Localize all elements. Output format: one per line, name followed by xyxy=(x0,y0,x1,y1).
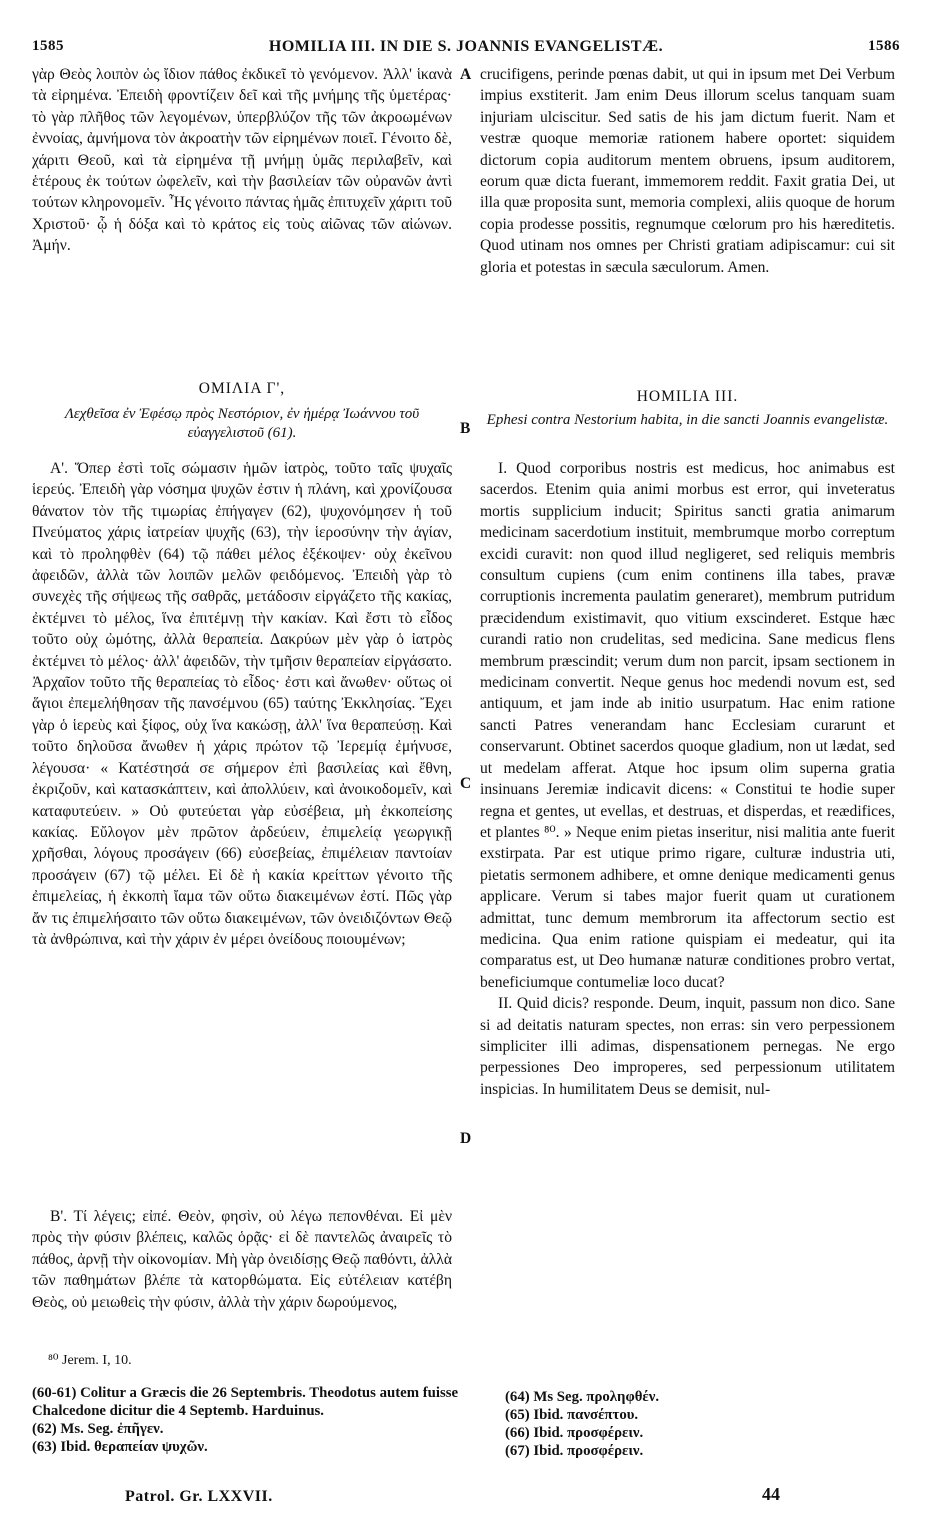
note-67: (67) Ibid. προσφέρειν. xyxy=(505,1443,644,1459)
running-title: HOMILIA III. IN DIE S. JOANNIS EVANGELISTÆ. xyxy=(268,38,664,55)
note-65: (65) Ibid. πανσέπτου. xyxy=(505,1407,639,1423)
greek-homily-title: ΟΜΙΛΙΑ Γ', xyxy=(198,380,286,397)
page-number-right: 1586 xyxy=(868,38,900,54)
note-63: (63) Ibid. θεραπείαν ψυχῶν. xyxy=(32,1439,208,1455)
greek-column-main xyxy=(32,458,452,950)
scripture-footnote: ⁸⁰ Jerem. I, 10. xyxy=(48,1353,132,1368)
latin-paragraph-3: II. Quid dicis? responde. Deum, inquit, passum non dico. Sane si ad deitatis naturam spectes, non erras: sin vero perpessionem simpliciter illi adimas, dispensationem pernegas. Ne ergo perpessiones Deo improperes, sed perpessionum utilitatem inspicias. In humilitatem Deus se demisit, nul- xyxy=(480,995,895,1098)
note-60-61: (60-61) Colitur a Græcis die 26 Septembris. Theodotus autem fuisse Chalcedone dicitur die 4 Septemb. Harduinus. xyxy=(32,1385,459,1419)
greek-paragraph-3: Β'. Τί λέγεις; εἰπέ. Θεὸν, φησὶν, οὐ λέγω πεπονθέναι. Εἰ μὲν πρὸς τὴν φύσιν βλέπεις, καλῶς ὁρᾷς· εἰ δὲ παντελῶς ἀναιρεῖς τὸ πάθος, ἀρνῇ τὴν οἰκονομίαν. Μὴ γὰρ ὀνειδίσῃς Θεῷ παθόντι, ἀλλὰ τῶν παθημάτων βλέπε τὰ κατορθώματα. Εἰς εὐτέλειαν κατέβη Θεὸς, οὐ μειωθεὶς τὴν φύσιν, ἀλλὰ τὴν χάριν δωρούμενος, xyxy=(32,1208,452,1311)
latin-homily-subtitle: Ephesi contra Nestorium habita, in die sancti Joannis evangelistæ. xyxy=(486,412,889,429)
greek-column-bottom xyxy=(32,1206,452,1313)
footer-gathering-number: 44 xyxy=(762,1484,780,1504)
greek-paragraph-2: Α'. Ὅπερ ἐστὶ τοῖς σώμασιν ἡμῶν ἰατρὸς, τοῦτο ταῖς ψυχαῖς ἱερεύς. Ἐπειδὴ γὰρ νόσημα ψυχῶν ἐστιν ἡ πλάνη, καὶ χρονίζουσα θάνατον τὸν τῆς τιμωρίας ἐπήγαγεν (62), ψυχονόμησεν ἡ τοῦ Πνεύματος χάρις ἰατρείαν ψυχῆς (63), τὴν ἱεροσύνην τὴν ἁγίαν, καὶ τὸ προληφθὲν (64) τῷ πάθει μέλος ἐξέκοψεν· οὐχ ἐκεῖνου ἀφειδῶν, ἀλλὰ τῶν λοιπῶν μελῶν φειδόμενος. Ἐπειδὴ γὰρ τὸ συνεχὲς τῆς σήψεως τῆς σαθρᾶς, μετάδοσιν εἰργάζετο τῆς κακίας, ἐκτέμνει τὸ μέλος, ἵνα ἐπιτέμνῃ τὴν κακίαν. Καὶ ἔστι τὸ εἶδος τοῦτο οὐχ ὠμότης, ἀλλὰ θεραπεία. Δακρύων μὲν γὰρ ὁ ἰατρὸς ἐκτέμνει τὸ μέλος· ἀλλ' ἀφειδῶν, τὴν τμῆσιν θεραπείαν εἰργάσατο. Ἀρχαῖον τοῦτο τῆς θεραπείας τὸ εἶδος· ἐστι καὶ ἄνωθεν· οὕτως οἱ ἅγιοι ἐπεμελήθησαν τῆς πανσέμνου (65) ταύτης Ἐκκλησίας. Ἔχει γὰρ ὁ ἱερεὺς καὶ ξίφος, οὐχ ἵνα κακώσῃ, ἀλλ' ἵνα θεραπεύσῃ. Καὶ τοῦτο δηλοῦσα ἄνωθεν ἡ χάρις πρώτον τῷ Ἰερεμίᾳ ἐμήνυσε, λέγουσα· « Κατέστησά σε σήμερον ἐπὶ βασιλείας καὶ ἔθνη, ἐκριζοῦν, καὶ κατασκάπτειν, καὶ ἀπολλύειν, καὶ ἀνοικοδομεῖν, καὶ καταφυτεύειν. » Οὐ φυτεύεται γὰρ εὐσέβεια, μὴ ἐκκοπείσης κακίας. Εὔλογον μὲν πρῶτον ἀρδεύειν, ἐπιμελείᾳ γεωργικῇ χρῆσθαι, λόγους προσάγειν (66) εὐσεβείας, ἐπιμέλειαν παντοίαν προσάγειν (67) τῷ μέλει. Εἰ δὲ ἡ κακία κρείττων γένοιτο τῆς ἐπιμελείας, ἡ ἐκκοπὴ ἴαμα τῶν οὕτω διακειμένων ἐστί. Πῶς γὰρ ἄν τις ἐπιμελήσαιτο τῶν οὕτω διακειμένων, τῶν ὀνειδιζόντων Θεῷ τὰ ἀνθρώπινα, καὶ τὴν χάριν ἐν μέρει ὀνείδους ποιουμένων; xyxy=(32,460,452,948)
note-66: (66) Ibid. προσφέρειν. xyxy=(505,1425,644,1441)
notes-right xyxy=(505,1388,885,1460)
latin-paragraph-1: crucifigens, perinde pœnas dabit, ut qui in ipsum met Dei Verbum impius exstiterit. Jam enim Deus illorum scelus tanquam suam injuriam ulciscitur. Sed satis de his jam dictum fuerit. Nam et vestræ quoque memoriæ rationem habere oportet: siquidem dictorum copia auditorum mentem obruens, ipsum auditorem, eorum quæ dicta fuerant, immemorem reddit. Faxit gratia Dei, ut illa quæ proposita sunt, memoria complexi, aliis quoque de horum copia prodesse possitis, regnumque cœlorum pro his hæreditetis. Quod utinam nos omnes per Christi gratiam adipiscamur: cui sit gloria et potestas in sæcula sæculorum. Amen. xyxy=(480,66,895,276)
latin-paragraph-2: I. Quod corporibus nostris est medicus, hoc animabus est sacerdos. Etenim quia animi morbus est error, qui inveteratus mortis supplicium inducit; Spiritus sancti gratia animarum medicinam sacerdotium instituit, membrumque morbo correptum excidi curavit: non quod illud negligeret, sed reliquis membris consultum cupiens (cum enim continens illa tabes, pravæ corruptionis incrementa paulatim generaret), membrum putridum præcidendum existimavit, quo vitium exscinderet. Estque hæc curandi ratio non crudelitas, sed medicina. Sane medicus flens membrum præscindit; verum dum non parcit, ipsam sectionem in medicinam convertit. Neque genus hoc medendi novum est, sed antiquum, et jam inde ab initio usurpatum. Hac enim ratione sancti Patres venerandam hanc Ecclesiam curarunt et conservarunt. Obtinet sacerdos quoque gladium, non ut lædat, sed ut medelam afferat. Atque hoc ipsum olim superna gratia insinuans Jeremiæ indicavit dicens: « Constitui te hodie super regna et gentes, ut evellas, et destruas, et disperdas, et reædifices, et plantes ⁸⁰. » Neque enim pietas inseritur, nisi malitia ante fuerit exstirpata. Par est utique primo rigare, culturæ industria uti, pietatis sermonem adhibere, et omne denique medicamenti genus applicare. Verum si tabes major fuerit quam ut curationem admittat, tunc demum membrorum ita affectorum sectio est medicina. Qua enim ratione quispiam ei medeatur, qui ita comparatus est, ut Deo humanæ naturæ conditiones probro vertat, beneficiumque contumeliæ loco ducat? xyxy=(480,460,895,991)
section-marker-a: A xyxy=(460,66,472,83)
page-header xyxy=(32,34,900,60)
section-marker-b: B xyxy=(460,420,471,437)
latin-homily-heading xyxy=(480,386,895,430)
note-62: (62) Ms. Seg. ἐπῆγεν. xyxy=(32,1421,164,1437)
note-64: (64) Ms Seg. προληφθέν. xyxy=(505,1389,660,1405)
section-marker-d: D xyxy=(460,1130,472,1147)
greek-paragraph-1: γὰρ Θεὸς λοιπὸν ὡς ἴδιον πάθος ἐκδικεῖ τὸ γενόμενον. Ἀλλ' ἱκανὰ τὰ εἰρημένα. Ἐπειδὴ φροντίζειν δεῖ καὶ τῆς μνήμης τῆς ὑμετέρας· τὸ γὰρ πλῆθος τῶν λεγομένων, ὑπερβλύζον τῆς τῶν ἀκροωμένων ἐννοίας, ἀμνήμονα τὸν ἀκροατὴν τῶν εἰρημένων ποιεῖ. Γένοιτο δὲ, χάριτι Θεοῦ, καὶ τὰ εἰρημένα τῇ μνήμῃ ὑμᾶς περιλαβεῖν, καὶ ἑτέρους ἐκ τούτων ὠφελεῖν, καὶ τὴν βασιλείαν τῶν οὐρανῶν ἀντὶ τούτων κληρονομεῖν. Ἧς γένοιτο πάντας ἡμᾶς ἐπιτυχεῖν χάριτι τοῦ Χριστοῦ· ᾧ ἡ δόξα καὶ τὸ κράτος εἰς τοὺς αἰῶνας τῶν αἰώνων. Ἀμήν. xyxy=(32,66,452,255)
notes-left xyxy=(32,1384,460,1456)
greek-column-top xyxy=(32,64,452,257)
footer-collection-signature: Patrol. Gr. LXXVII. xyxy=(125,1488,273,1505)
latin-column-main xyxy=(480,458,895,1100)
page-number-left: 1585 xyxy=(32,38,64,54)
section-marker-c: C xyxy=(460,775,472,792)
greek-homily-heading xyxy=(32,378,452,443)
latin-column-top xyxy=(480,64,895,278)
latin-homily-title: HOMILIA III. xyxy=(636,388,739,405)
greek-homily-subtitle: Λεχθεῖσα ἐν Ἐφέσῳ πρὸς Νεστόριον, ἐν ἡμέρᾳ Ἰωάννου τοῦ εὐαγγελιστοῦ (61). xyxy=(64,406,420,442)
